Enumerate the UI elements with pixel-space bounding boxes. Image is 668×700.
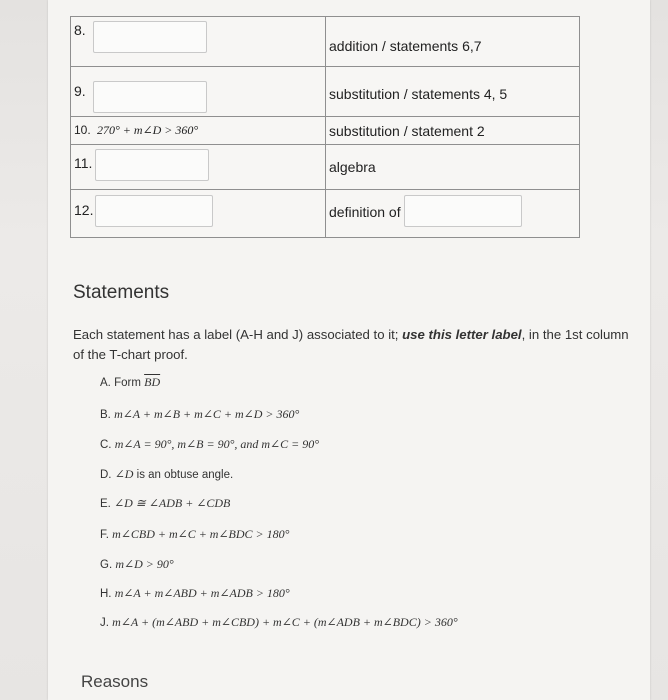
option-math: ∠D ≅ ∠ADB + ∠CDB [114,496,231,510]
statements-instructions [73,325,633,365]
statement-cell [71,190,326,238]
statement-option-e [100,496,230,511]
reason-text: substitution / statements 4, 5 [329,86,508,102]
table-row [71,190,580,238]
option-math: m∠A + m∠B + m∠C + m∠D > 360° [114,407,300,421]
reason-cell [326,117,580,145]
option-label: J. [100,617,109,629]
statement-option-c [100,437,319,452]
option-math: ∠D [114,467,134,481]
reasons-heading: Reasons [81,672,149,691]
reason-cell [326,190,580,238]
reason-cell [326,67,580,117]
row-number: 8. [74,22,86,38]
statement-input-box[interactable] [95,195,213,227]
statement-option-g [100,557,174,572]
statements-heading: Statements [73,282,170,303]
table-row [71,145,580,190]
reason-text: algebra [329,159,376,175]
statement-option-f [100,527,289,542]
option-label: G. [100,559,113,571]
statement-option-b [100,407,299,422]
option-label: F. [100,529,109,541]
statement-input-box[interactable] [93,21,207,53]
option-math: m∠D > 90° [115,557,174,571]
option-label: C. [100,439,112,451]
instructions-emphasis: use this letter label [402,327,522,342]
row-number: 12. [74,202,94,218]
option-label: B. [100,409,111,421]
statement-option-h [100,586,290,601]
table-row [71,17,580,67]
option-math: $\overline{BD}$ [144,375,161,389]
statement-option-j [100,615,458,630]
option-math: m∠A = 90°, m∠B = 90°, and m∠C = 90° [114,437,320,451]
statement-option-a [100,375,160,390]
option-math: m∠CBD + m∠C + m∠BDC > 180° [112,527,290,541]
reason-text: definition of [329,204,401,220]
statement-input-box[interactable] [93,81,207,113]
row-number: 11. [74,155,93,171]
option-math: m∠A + m∠ABD + m∠ADB > 180° [114,586,290,600]
reason-cell [326,17,580,67]
instructions-start: Each statement has a label (A-H and J) associated to it; [73,327,403,342]
reason-text: addition / statements 6,7 [329,38,482,54]
statement-option-d [100,467,233,482]
option-math: m∠A + (m∠ABD + m∠CBD) + m∠C + (m∠ADB + m∠BDC) > 360° [112,615,458,629]
option-label: H. [100,588,112,600]
table-row [71,117,580,145]
reason-cell [326,145,580,190]
option-text: Form [114,377,141,389]
option-label: A. [100,377,111,389]
t-chart-proof-table [70,16,580,238]
statement-cell [71,145,326,190]
statement-text: 270° + m∠D > 360° [97,123,199,137]
row-number: 10. [74,123,91,137]
reason-text: substitution / statement 2 [329,123,485,139]
statement-input-box[interactable] [95,149,209,181]
statement-cell [71,17,326,67]
row-number: 9. [74,83,86,99]
table-row [71,67,580,117]
instructions-end: , in the 1st column of the T-chart proof. [73,327,629,362]
reason-input-box[interactable] [404,195,522,227]
statement-cell [71,67,326,117]
option-label: E. [100,498,111,510]
option-text: is an obtuse angle. [136,469,234,481]
option-label: D. [100,469,112,481]
statement-cell [71,117,326,145]
